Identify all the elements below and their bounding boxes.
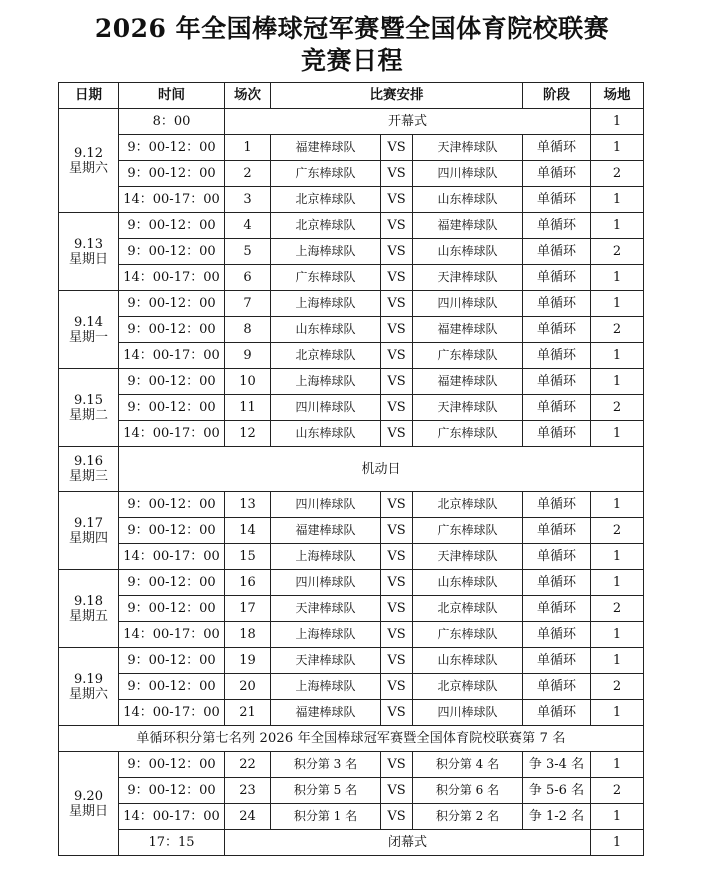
match-number: 14 [225,518,271,544]
stage-cell: 单循环 [523,265,591,291]
document-title: 2026 年全国棒球冠军赛暨全国体育院校联赛 [94,14,610,43]
vs-label: VS [381,421,413,447]
time-cell: 14：00-17：00 [119,700,225,726]
match-number: 7 [225,291,271,317]
document-subtitle: 竞赛日程 [300,46,403,75]
time-cell: 14：00-17：00 [119,343,225,369]
time-cell: 9：00-12：00 [119,369,225,395]
home-team: 四川棒球队 [271,395,381,421]
stage-cell: 单循环 [523,317,591,343]
home-team: 广东棒球队 [271,161,381,187]
match-number: 11 [225,395,271,421]
match-number: 10 [225,369,271,395]
venue-cell: 2 [591,161,644,187]
match-number: 13 [225,492,271,518]
vs-label: VS [381,161,413,187]
table-row [59,648,644,674]
home-team: 积分第 5 名 [271,778,381,804]
home-team: 天津棒球队 [271,648,381,674]
stage-cell: 单循环 [523,596,591,622]
home-team: 福建棒球队 [271,518,381,544]
table-row [59,596,644,622]
date-weekday: 星期日 [68,251,108,267]
date-weekday: 星期四 [68,530,108,546]
time-cell: 9：00-12：00 [119,570,225,596]
table-row [59,265,644,291]
header-match-no: 场次 [225,83,271,109]
venue-cell: 1 [591,622,644,648]
match-number: 19 [225,648,271,674]
time-cell: 14：00-17：00 [119,804,225,830]
stage-cell: 单循环 [523,291,591,317]
rest-day-row [59,447,644,492]
away-team: 北京棒球队 [413,492,523,518]
stage-cell: 争 1-2 名 [523,804,591,830]
vs-label: VS [381,596,413,622]
vs-label: VS [381,187,413,213]
time-cell: 8：00 [119,109,225,135]
time-cell: 9：00-12：00 [119,135,225,161]
venue-cell: 2 [591,239,644,265]
venue-cell: 1 [591,135,644,161]
header-arrangement: 比赛安排 [271,83,523,109]
venue-cell: 1 [591,570,644,596]
match-number: 12 [225,421,271,447]
vs-label: VS [381,648,413,674]
home-team: 积分第 3 名 [271,752,381,778]
table-row [59,291,644,317]
date-day: 9.12 [74,145,103,161]
away-team: 天津棒球队 [413,544,523,570]
match-number: 23 [225,778,271,804]
venue-cell: 1 [591,213,644,239]
home-team: 山东棒球队 [271,421,381,447]
home-team: 上海棒球队 [271,291,381,317]
table-row [59,804,644,830]
header-time: 时间 [119,83,225,109]
away-team: 福建棒球队 [413,213,523,239]
vs-label: VS [381,544,413,570]
away-team: 四川棒球队 [413,291,523,317]
venue-cell: 2 [591,778,644,804]
time-cell: 14：00-17：00 [119,265,225,291]
date-cell [59,213,119,291]
vs-label: VS [381,343,413,369]
venue-cell: 1 [591,265,644,291]
date-weekday: 星期一 [68,329,108,345]
away-team: 北京棒球队 [413,674,523,700]
away-team: 四川棒球队 [413,700,523,726]
schedule-body [59,109,644,856]
stage-cell: 单循环 [523,187,591,213]
time-cell: 9：00-12：00 [119,518,225,544]
vs-label: VS [381,700,413,726]
date-day: 9.15 [74,392,103,408]
time-cell: 9：00-12：00 [119,596,225,622]
table-row [59,752,644,778]
home-team: 上海棒球队 [271,544,381,570]
away-team: 北京棒球队 [413,596,523,622]
vs-label: VS [381,518,413,544]
stage-cell: 单循环 [523,492,591,518]
home-team: 北京棒球队 [271,213,381,239]
date-day: 9.14 [74,314,103,330]
date-day: 9.20 [74,788,103,804]
match-number: 4 [225,213,271,239]
match-number: 9 [225,343,271,369]
date-weekday: 星期三 [68,469,108,484]
venue-cell: 2 [591,596,644,622]
stage-cell: 单循环 [523,570,591,596]
match-number: 21 [225,700,271,726]
match-number: 15 [225,544,271,570]
time-cell: 9：00-12：00 [119,674,225,700]
date-weekday: 星期六 [68,160,108,176]
venue-cell: 1 [591,421,644,447]
table-row [59,674,644,700]
match-number: 2 [225,161,271,187]
date-weekday: 星期日 [68,803,108,819]
table-row [59,700,644,726]
ceremony-row [59,109,644,135]
header-row [59,83,644,109]
time-cell: 9：00-12：00 [119,778,225,804]
match-number: 22 [225,752,271,778]
match-number: 5 [225,239,271,265]
vs-label: VS [381,752,413,778]
date-cell [59,291,119,369]
vs-label: VS [381,492,413,518]
away-team: 山东棒球队 [413,648,523,674]
away-team: 福建棒球队 [413,369,523,395]
time-cell: 9：00-12：00 [119,492,225,518]
match-number: 6 [225,265,271,291]
away-team: 天津棒球队 [413,395,523,421]
stage-cell: 单循环 [523,518,591,544]
away-team: 广东棒球队 [413,343,523,369]
time-cell: 9：00-12：00 [119,161,225,187]
header-stage: 阶段 [523,83,591,109]
home-team: 北京棒球队 [271,187,381,213]
time-cell: 14：00-17：00 [119,421,225,447]
match-number: 20 [225,674,271,700]
away-team: 山东棒球队 [413,239,523,265]
venue-cell: 1 [591,804,644,830]
home-team: 四川棒球队 [271,570,381,596]
vs-label: VS [381,369,413,395]
vs-label: VS [381,778,413,804]
venue-cell: 1 [591,187,644,213]
date-cell [59,109,119,213]
time-cell: 14：00-17：00 [119,544,225,570]
table-row [59,570,644,596]
home-team: 上海棒球队 [271,622,381,648]
home-team: 上海棒球队 [271,674,381,700]
ceremony-row [59,830,644,856]
match-number: 16 [225,570,271,596]
stage-cell: 单循环 [523,343,591,369]
date-weekday: 星期二 [68,407,108,423]
table-row [59,161,644,187]
time-cell: 9：00-12：00 [119,317,225,343]
header-date: 日期 [59,83,119,109]
date-cell [59,492,119,570]
note-text: 单循环积分第七名列 2026 年全国棒球冠军赛暨全国体育院校联赛第 7 名 [59,726,644,752]
date-day: 9.18 [74,593,103,609]
match-number: 17 [225,596,271,622]
date-day: 9.19 [74,671,103,687]
home-team: 上海棒球队 [271,369,381,395]
home-team: 天津棒球队 [271,596,381,622]
table-row [59,369,644,395]
date-cell [59,570,119,648]
venue-cell: 1 [591,291,644,317]
date-cell [59,752,119,856]
date-weekday: 星期五 [68,608,108,624]
away-team: 四川棒球队 [413,161,523,187]
home-team: 福建棒球队 [271,700,381,726]
venue-cell: 2 [591,317,644,343]
venue-cell: 2 [591,395,644,421]
time-cell: 14：00-17：00 [119,622,225,648]
closing-ceremony: 闭幕式 [225,830,591,856]
table-row [59,343,644,369]
table-row [59,395,644,421]
stage-cell: 争 3-4 名 [523,752,591,778]
match-number: 24 [225,804,271,830]
table-row [59,239,644,265]
stage-cell: 单循环 [523,544,591,570]
stage-cell: 单循环 [523,421,591,447]
home-team: 福建棒球队 [271,135,381,161]
time-cell: 9：00-12：00 [119,395,225,421]
time-cell: 17：15 [119,830,225,856]
away-team: 天津棒球队 [413,265,523,291]
venue-cell: 1 [591,369,644,395]
vs-label: VS [381,317,413,343]
away-team: 天津棒球队 [413,135,523,161]
date-day: 9.16 [74,454,103,469]
table-row [59,778,644,804]
time-cell: 14：00-17：00 [119,187,225,213]
vs-label: VS [381,622,413,648]
time-cell: 9：00-12：00 [119,239,225,265]
home-team: 积分第 1 名 [271,804,381,830]
stage-cell: 单循环 [523,395,591,421]
table-row [59,544,644,570]
time-cell: 9：00-12：00 [119,648,225,674]
table-row [59,213,644,239]
stage-cell: 争 5-6 名 [523,778,591,804]
time-cell: 9：00-12：00 [119,291,225,317]
away-team: 广东棒球队 [413,518,523,544]
time-cell: 9：00-12：00 [119,752,225,778]
schedule-table [58,82,644,856]
venue-cell: 1 [591,700,644,726]
rest-day-label: 机动日 [119,447,644,492]
table-row [59,518,644,544]
home-team: 广东棒球队 [271,265,381,291]
stage-cell: 单循环 [523,622,591,648]
date-day: 9.13 [74,236,103,252]
venue-cell: 1 [591,544,644,570]
note-row [59,726,644,752]
stage-cell: 单循环 [523,648,591,674]
stage-cell: 单循环 [523,369,591,395]
stage-cell: 单循环 [523,674,591,700]
match-number: 1 [225,135,271,161]
away-team: 广东棒球队 [413,622,523,648]
away-team: 山东棒球队 [413,570,523,596]
away-team: 积分第 2 名 [413,804,523,830]
away-team: 山东棒球队 [413,187,523,213]
venue-cell: 1 [591,109,644,135]
home-team: 四川棒球队 [271,492,381,518]
stage-cell: 单循环 [523,239,591,265]
date-cell [59,447,119,492]
vs-label: VS [381,213,413,239]
table-row [59,317,644,343]
vs-label: VS [381,804,413,830]
venue-cell: 1 [591,492,644,518]
venue-cell: 2 [591,518,644,544]
home-team: 北京棒球队 [271,343,381,369]
venue-cell: 1 [591,830,644,856]
table-row [59,492,644,518]
table-row [59,622,644,648]
stage-cell: 单循环 [523,700,591,726]
time-cell: 9：00-12：00 [119,213,225,239]
vs-label: VS [381,395,413,421]
stage-cell: 单循环 [523,135,591,161]
opening-ceremony: 开幕式 [225,109,591,135]
stage-cell: 单循环 [523,161,591,187]
vs-label: VS [381,265,413,291]
vs-label: VS [381,239,413,265]
date-cell [59,648,119,726]
venue-cell: 1 [591,648,644,674]
vs-label: VS [381,674,413,700]
home-team: 山东棒球队 [271,317,381,343]
table-row [59,187,644,213]
vs-label: VS [381,570,413,596]
header-venue: 场地 [591,83,644,109]
match-number: 3 [225,187,271,213]
venue-cell: 1 [591,752,644,778]
venue-cell: 1 [591,343,644,369]
date-weekday: 星期六 [68,686,108,702]
vs-label: VS [381,291,413,317]
venue-cell: 2 [591,674,644,700]
match-number: 18 [225,622,271,648]
away-team: 广东棒球队 [413,421,523,447]
table-row [59,135,644,161]
date-day: 9.17 [74,515,103,531]
table-row [59,421,644,447]
away-team: 积分第 4 名 [413,752,523,778]
match-number: 8 [225,317,271,343]
vs-label: VS [381,135,413,161]
away-team: 福建棒球队 [413,317,523,343]
home-team: 上海棒球队 [271,239,381,265]
away-team: 积分第 6 名 [413,778,523,804]
date-cell [59,369,119,447]
stage-cell: 单循环 [523,213,591,239]
